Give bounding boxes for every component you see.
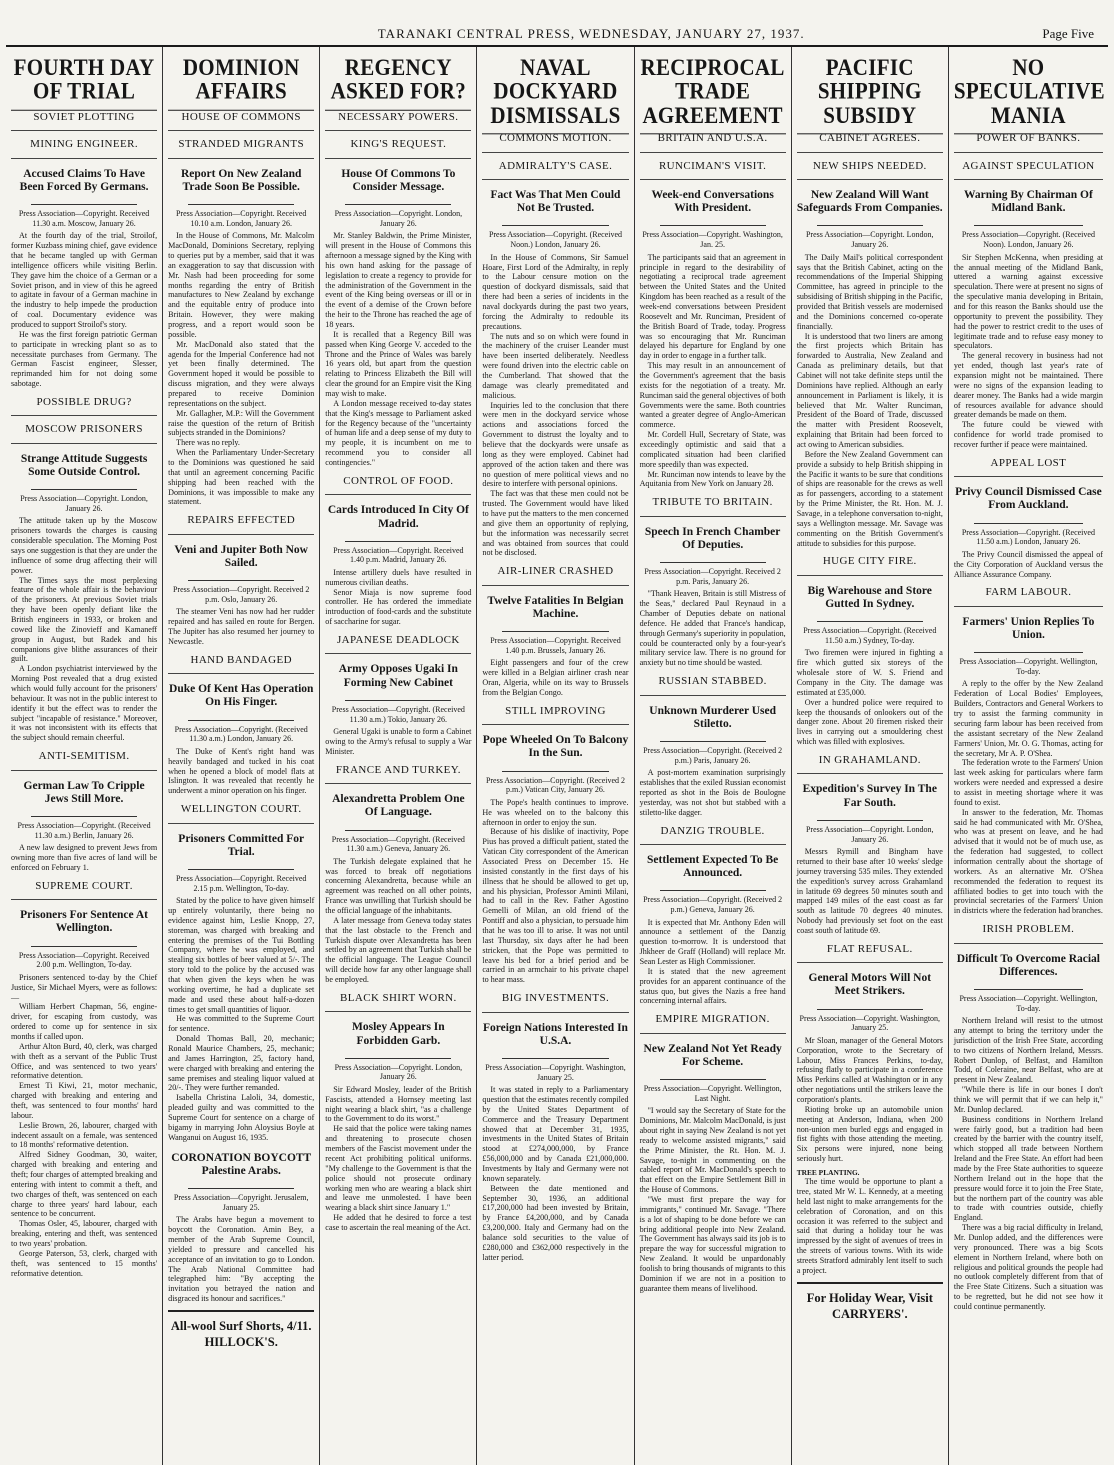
story-deck: STILL IMPROVING xyxy=(482,698,628,725)
story-paragraph: Senor Miaja is now supreme food controller. He has ordered the immediate introduction of food-cards and the substitute of saccharine for sugar. xyxy=(325,587,472,627)
story-body xyxy=(640,589,786,668)
story-subhead: Farmers' Union Replies To Union. xyxy=(962,615,1095,642)
story-subhead: General Motors Will Not Meet Strikers. xyxy=(808,972,932,998)
story-deck: CONTROL OF FOOD. xyxy=(325,468,471,495)
story-subhead: Foreign Nations Interested In U.S.A. xyxy=(483,1021,628,1047)
story-paragraph: Arthur Alton Burd, 40, clerk, was charged with theft as a servant of the Public Trust Office, and was sentenced to two years' reformative detention. xyxy=(11,1041,158,1081)
news-story xyxy=(482,698,628,985)
story-dateline: Press Association—Copyright. (Received 11.50 a.m.) London, January 26. xyxy=(961,527,1095,547)
story-paragraph: Mr Sloan, manager of the General Motors Corporation, wrote to the Secretary of Labour, Miss Frances Perkins, to-day, refusing flatly to participate in a conference Miss Perkins called at Washington or in any other negotiations until the strikers leave the corporation's plants. xyxy=(796,1035,943,1105)
story-subhead: Cards Introduced In City Of Madrid. xyxy=(327,504,469,530)
story-rule xyxy=(345,204,451,205)
story-deck: BRITAIN AND U.S.A. xyxy=(640,125,786,152)
story-deck: ADMIRALTY'S CASE. xyxy=(482,153,628,180)
page-number: Page Five xyxy=(1042,26,1094,41)
story-paragraph: Rioting broke up an automobile union meeting at Anderson, Indiana, when 200 non-union men burled eggs and engaged in fist fights with those attending the meeting. Six persons were injured, none being seriously hurt. xyxy=(796,1104,943,1164)
story-body xyxy=(325,231,471,468)
story-deck: RUSSIAN STABBED. xyxy=(640,668,786,695)
news-story xyxy=(482,985,628,1263)
story-subhead: Twelve Fatalities In Belgian Machine. xyxy=(487,594,624,620)
story-deck: STRANDED MIGRANTS xyxy=(168,131,314,158)
story-subhead: Warning By Chairman Of Midland Bank. xyxy=(964,189,1093,215)
news-story xyxy=(797,548,943,747)
story-paragraph: Intense artillery duels have resulted in numerous civilian deaths. xyxy=(325,567,472,587)
story-subhead: New Zealand Will Want Safeguards From Companies. xyxy=(796,189,943,215)
story-rule xyxy=(502,225,608,226)
story-subhead: Accused Claims To Have Been Forced By Germans. xyxy=(19,167,149,193)
story-rule xyxy=(817,820,923,821)
story-deck: AIR-LINER CRASHED xyxy=(482,558,628,585)
news-story xyxy=(325,468,471,627)
story-subhead: CORONATION BOYCOTT Palestine Arabs. xyxy=(171,1151,312,1177)
story-deck: MINING ENGINEER. xyxy=(11,131,157,158)
story-subhead: Veni and Jupiter Both Now Sailed. xyxy=(174,543,308,569)
story-paragraph: Sir Edward Mosley, leader of the British Fascists, attended a Hornsey meeting last night wearing a black shirt, "as a challenge to the Government to do its worst." xyxy=(325,1084,472,1124)
story-paragraph: The general recovery in business had not yet ended, though last year's rate of expansion might not be maintained. There were no signs of the expansion leading to dearer money. The Banks had a wide margin of resources available for advance should greater demands be made on them. xyxy=(953,351,1103,420)
story-paragraph: The Arabs have begun a movement to boycott the Coronation. Amin Bey, a member of the Arab Supreme Council, yielded to pressure and cancelled his acceptance of an invitation to go to London. The Arab National Committee had telegraphed him: "By accepting the invitation you betrayed the nation and disgraced its honour and sacrifices." xyxy=(168,1215,315,1304)
story-body xyxy=(954,1016,1103,1312)
story-rule xyxy=(345,700,451,701)
story-tail-label: TREE PLANTING. xyxy=(796,1168,860,1178)
story-deck: IN GRAHAMLAND. xyxy=(797,747,943,774)
story-body xyxy=(797,253,943,549)
story-subhead: Mosley Appears In Forbidden Garb. xyxy=(352,1021,445,1047)
story-subhead: Fact Was That Men Could Not Be Trusted. xyxy=(490,189,621,215)
story-subhead: Privy Council Dismissed Case From Auckland. xyxy=(955,486,1102,512)
story-rule xyxy=(817,621,923,622)
column-container xyxy=(6,47,1108,1465)
news-story xyxy=(640,125,786,489)
story-paragraph: George Paterson, 53, clerk, charged with theft, was sentenced to 15 months' reformative detention. xyxy=(11,1248,158,1278)
story-dateline: Press Association—Copyright. Received 1.40 p.m. Brussels, January 26. xyxy=(490,636,621,655)
story-rule xyxy=(974,523,1083,524)
story-body xyxy=(640,918,786,1007)
story-paragraph: A new law designed to prevent Jews from owning more than five acres of land will be enforced on February 1. xyxy=(11,843,158,872)
story-subhead: New Zealand Not Yet Ready For Scheme. xyxy=(643,1042,782,1068)
news-story xyxy=(954,579,1103,916)
story-deck: FARM LABOUR. xyxy=(954,579,1103,606)
story-body xyxy=(640,1106,786,1293)
story-deck: SOVIET PLOTTING xyxy=(11,104,157,131)
story-dateline: Press Association—Copyright. Received 11.30 a.m. Moscow, January 26. xyxy=(18,209,150,228)
story-paragraph: Business conditions in Northern Ireland were fairly good, but a tradition had been created by the barrier with the country itself, which stopped all trade between Northern Ireland and the Free State. An effort had been made by the Free State authorities to squeeze Northern Ireland out in the hope that the pressure would force it to join the Free State, but the northern part of the country was able to trade with countries outside, chiefly England. xyxy=(953,1114,1103,1223)
story-paragraph: William Herbert Chapman, 56, engine-driver, for escaping from custody, was ordered to come up for sentence in six months if called upon. xyxy=(11,1002,158,1041)
story-subhead: Difficult To Overcome Racial Differences. xyxy=(956,952,1100,978)
story-subhead: Report On New Zealand Trade Soon Be Possible. xyxy=(180,167,302,193)
story-body xyxy=(797,847,943,936)
story-paragraph: Thomas Osler, 45, labourer, charged with breaking, entering and theft, was sentenced to two years' probation. xyxy=(11,1219,158,1249)
story-paragraph: It was stated in reply to a Parliamentary question that the estimates recently compiled by the United States Department of Commerce and the Treasury Department showed that at December 31, 1935, investments in the United States of Britain stood at £274,000,000, by France £56,000,000 and by Canada £21,000,000. Investments by Italy and Germany were not known separately. xyxy=(482,1085,629,1183)
news-story xyxy=(168,104,314,508)
story-paragraph: Messrs Rymill and Bingham have returned to their base after 10 weeks' sledge journey traversing 535 miles. They extended the expedition's survey across Grahamland in latitude 69 degrees 50 minutes south and mapped 149 miles of the east coast as far south as latitude 70 degrees 40 minutes. Nobody had previously set foot on the east coast south of latitude 69. xyxy=(796,847,943,935)
story-body xyxy=(797,1036,943,1276)
story-deck: NEW SHIPS NEEDED. xyxy=(797,153,943,180)
story-subhead: Alexandretta Problem One Of Language. xyxy=(332,793,465,819)
story-paragraph: Prisoners sentenced to-day by the Chief Justice, Sir Michael Myers, were as follows:— xyxy=(11,972,158,1002)
news-story xyxy=(640,668,786,817)
news-story xyxy=(797,747,943,936)
column-6 xyxy=(792,47,949,1465)
story-dateline: Press Association—Copyright. Washington, January 25. xyxy=(485,1062,626,1082)
story-paragraph: "While there is life in our bones I don't think we will permit that if we can help it," Mr. Dunlop declared. xyxy=(953,1085,1103,1114)
story-rule xyxy=(345,541,451,542)
story-body xyxy=(482,1085,628,1262)
story-dateline: Press Association—Copyright. Received 2 p.m. Paris, January 26. xyxy=(644,567,781,586)
story-rule xyxy=(345,1058,451,1059)
news-story xyxy=(482,558,628,697)
story-paragraph: The Pope's health continues to improve. He was wheeled on to the balcony this afternoon in order to enjoy the sun. xyxy=(482,797,629,827)
story-body xyxy=(168,607,314,646)
story-paragraph: Mr. Cordell Hull, Secretary of State, was exceedingly optimistic and said that a complicated situation had been clarified more speedily than was expected. xyxy=(639,430,786,469)
story-paragraph: Eight passengers and four of the crew were killed in a Belgian airliner crash near Oran, Algeria, while on its way to Brussels from the Belgian Congo. xyxy=(482,658,629,697)
story-paragraph: In the House of Commons, Sir Samuel Hoare, First Lord of the Admiralty, in reply to the Labour censure motion on the question of dockyard dismissals, said that there had been a series of incidents in the naval dockyards during the past two years, forcing the Admiralty to redouble its precautions. xyxy=(482,252,629,331)
story-dateline: Press Association—Copyright. (Received 11.30 a.m.) Geneva, January 26. xyxy=(331,834,465,854)
advertisement: For Holiday Wear, Visit CARRYERS'. xyxy=(797,1282,943,1323)
story-subhead: Unknown Murderer Used Stiletto. xyxy=(649,704,776,730)
story-paragraph: Isabella Christina Laloli, 34, domestic, pleaded guilty and was committed to the Supreme Court for sentence on a charge of bigamy in marrying John Aloysius Boyle at Wanganui on August 16, 1935. xyxy=(168,1093,315,1142)
story-deck: SUPREME COURT. xyxy=(11,873,157,900)
story-paragraph: The Turkish delegate explained that he was forced to break off negotiations concerning Alexandretta, because while an agreement was reached on all other points, France was unwilling that Turkish should be the official language of the inhabitants. xyxy=(325,856,472,915)
advertisement: All-wool Surf Shorts, 4/11. HILLOCK'S. xyxy=(168,1310,314,1351)
story-body xyxy=(797,648,943,747)
story-rule xyxy=(345,830,451,831)
story-paragraph: Two firemen were injured in fighting a fire which gutted six storeys of the wholesale store of W. S. Friend and Company in the City. The damage was estimated at £35,000. xyxy=(796,648,943,697)
story-deck: KING'S REQUEST. xyxy=(325,131,471,158)
story-dateline: Press Association—Copyright. London, January 26. xyxy=(20,494,148,513)
story-subhead: House Of Commons To Consider Message. xyxy=(341,167,456,193)
story-subhead: Speech In French Chamber Of Deputies. xyxy=(644,525,781,551)
story-dateline: Press Association—Copyright. London, January 26. xyxy=(805,824,934,844)
story-paragraph: A later message from Geneva today states that the last obstacle to the French and Turkish dispute over Alexandretta has been settled by an agreement that Turkish shall be the official language. The League Council will decide how far any other language shall be employed. xyxy=(325,915,472,985)
story-deck: REPAIRS EFFECTED xyxy=(168,507,314,534)
story-paragraph: The participants said that an agreement in principle in regard to the desirability of negotiating a reciprocal trade agreement between the United States and the United Kingdom has been reached as a result of the week-end conversations between President Roosevelt and Mr. Runciman, President of the British Board of Trade, today. Progress was so encouraging that Mr. Runciman delayed his departure for England by one day in order to engage in a further talk. xyxy=(639,252,786,361)
column-headline: NO SPECULATIVE MANIA xyxy=(954,47,1103,135)
story-dateline: Press Association—Copyright. (Received 2 p.m.) Paris, January 26. xyxy=(643,746,783,765)
news-story xyxy=(797,125,943,548)
story-dateline: Press Association—Copyright. London, January 26. xyxy=(334,1062,463,1082)
story-rule xyxy=(188,720,294,721)
story-paragraph: Ernest Ti Kiwi, 21, motor mechanic, charged with breaking and entering and theft, was sentenced to four months' hard labour. xyxy=(11,1081,158,1120)
story-subhead: Strange Attitude Suggests Some Outside Control. xyxy=(20,452,148,479)
column-headline: REGENCY ASKED FOR? xyxy=(325,47,471,111)
news-story xyxy=(325,757,471,985)
story-deck: EMPIRE MIGRATION. xyxy=(640,1006,786,1033)
story-deck: ANTI-SEMITISM. xyxy=(11,743,157,770)
story-dateline: Press Association—Copyright. London, January 26. xyxy=(805,230,934,250)
story-paragraph: The federation wrote to the Farmers' Union last week asking for particulars where farm workers were needed and expressed a desire to assist in meeting shortage where it was found to exist. xyxy=(953,758,1103,807)
story-paragraph: The fact was that these men could not be trusted. The Government would have liked to have put the matters to the men concerned and give them an opportunity of replying, but the information was necessarily secret and was obtained from sources that could not be disclosed. xyxy=(482,489,629,558)
column-headline: NAVAL DOCKYARD DISMISSALS xyxy=(482,47,628,135)
story-dateline: Press Association—Copyright. Wellington, To-day. xyxy=(959,657,1098,676)
story-paragraph: Inquiries led to the conclusion that there were men in the dockyard service whose actions and associations forced the Government to distrust the loyalty and to believe that the dockyards were unsafe as long as they were employed. Cabinet had approved of the action taken and there was no question of mere political views and no desire to interfere with personal opinions. xyxy=(482,400,629,489)
story-rule xyxy=(817,1009,923,1010)
story-paragraph: The Duke of Kent's right hand was heavily bandaged and tucked in his coat when he opened a block of model flats at Islington. It was revealed that recently he underwent a minor operation on his finger. xyxy=(168,746,315,796)
news-story xyxy=(11,104,157,389)
story-paragraph: He was committed to the Supreme Court for sentence. xyxy=(168,1014,315,1034)
story-deck: FRANCE AND TURKEY. xyxy=(325,757,471,784)
story-paragraph: The Daily Mail's political correspondent says that the British Cabinet, acting on the recommendations of the Imperial Shipping Committee, has agreed in principle to the subsidising of British shipping in the Pacific, provided that British vessels are modernised and the Dominions concerned co-operate financially. xyxy=(796,252,943,331)
story-body xyxy=(168,747,314,796)
news-story xyxy=(954,125,1103,450)
story-paragraph: In answer to the federation, Mr. Thomas said he had communicated with Mr. O'Shea, who was at present on leave, and he had advised that it would not be of much use, as the federation had suggested, to collect information centrally about the shortage of workers. As an alternative Mr. O'Shea recommended the federation to request its affiliated bodies to get into touch with the provincial secretaries of the Farmers' Union in districts where the federation had branches. xyxy=(953,807,1103,916)
news-story xyxy=(168,1143,314,1304)
news-story xyxy=(640,489,786,668)
story-subhead: Duke Of Kent Has Operation On His Finger. xyxy=(169,683,314,709)
story-paragraph: There was no reply. xyxy=(176,438,240,448)
column-5 xyxy=(635,47,792,1465)
story-body xyxy=(482,798,628,985)
story-rule xyxy=(502,771,608,772)
story-paragraph: Mr. MacDonald also stated that the agenda for the Imperial Conference had not yet been finally determined. The Government hoped it would be possible to discuss migration, and they were always prepared to receive Dominion representations on the subject. xyxy=(168,339,315,408)
story-body xyxy=(168,231,314,507)
story-paragraph: A reply to the offer by the New Zealand Federation of Local Bodies' Employees, Builders, Contractors and General Workers to try to assist the farming community in securing farm labour has been received from the assistant secretary of the New Zealand Farmers' Union, Mr. O. G. Thomas, acting for the secretary, Mr A. P. O'Shea. xyxy=(953,679,1103,758)
column-4 xyxy=(477,47,634,1465)
story-paragraph: Mr. Gallagher, M.P.: Will the Government raise the question of the return of British subjects stranded in the Dominions? xyxy=(168,408,315,438)
story-deck: MOSCOW PRISONERS xyxy=(11,416,157,443)
story-paragraph: A post-mortem examination surprisingly establishes that the exiled Russian economist reported as shot in the Bois de Boulogne yesterday, was not shot but stabbed with a stiletto-like dagger. xyxy=(639,768,786,817)
story-body xyxy=(168,1215,314,1304)
story-paragraph: There was a big racial difficulty in Ireland, Mr. Dunlop added, and the differences were very pronounced. There was a big Scots element in Northern Ireland, where both on religious and political grounds the people had no outlook completely different from that of the Free State Citizens. Such a situation was to be regretted, but he did not see how it could continue permanently. xyxy=(953,1223,1103,1312)
story-subhead: Week-end Conversations With President. xyxy=(651,189,774,215)
story-paragraph: Mr. Stanley Baldwin, the Prime Minister, will present in the House of Commons this afternoon a message signed by the King with his own hand asking for the passage of legislation to create a regency to provide for the administration of the Government in the event of the King being overseas or ill or in the event of a demise of the Crown before the heir to the Throne has reached the age of 18 years. xyxy=(325,231,472,329)
story-paragraph: The Times says the most perplexing feature of the whole affair is the behaviour of the prisoners. At previous Soviet trials they have been openly defiant like the British engineers in 1933, or broken and cowed like the Zinovieff and Kamaneff group in August, but Radek and his companions give blithe assurances of their guilt. xyxy=(11,575,158,664)
story-body xyxy=(640,768,786,817)
story-paragraph: The future could be viewed with confidence for world trade promised to recover further if peace were maintained. xyxy=(953,420,1103,449)
story-rule xyxy=(31,204,137,205)
column-headline: PACIFIC SHIPPING SUBSIDY xyxy=(797,47,943,135)
column-headline: FOURTH DAY OF TRIAL xyxy=(11,47,157,111)
story-body xyxy=(11,843,157,873)
story-body xyxy=(954,550,1103,580)
story-deck: TRIBUTE TO BRITAIN. xyxy=(640,489,786,516)
story-paragraph: The Privy Council dismissed the appeal of the City Corporation of Auckland versus the Alliance Assurance Company. xyxy=(953,549,1103,579)
story-subhead: Expedition's Survey In The Far South. xyxy=(802,783,937,809)
story-paragraph: Sir Stephen McKenna, when presiding at the annual meeting of the Midland Bank, uttered a warning against excessive speculation. There were at present no signs of the speculative mania developing in Britain, and for this reason the Banks should use the opportunity to prevent the possibility. They had the power to restrict credit to the uses of legitimate trade and to refuse easy money to speculators. xyxy=(953,252,1103,351)
story-rule xyxy=(660,562,766,563)
story-rule xyxy=(660,225,766,226)
story-paragraph: "We must first prepare the way for immigrants," continued Mr. Savage. "There is a lot of shaping to be done before we can bring additional people into New Zealand. The Government has always said its job is to prepare the way for successful migration to New Zealand. It would be unpardonably foolish to bring thousands of migrants to this Dominion if we are not in a position to guarantee them means of livelihood. xyxy=(639,1195,786,1293)
story-rule xyxy=(502,1058,608,1059)
story-deck: WELLINGTON COURT. xyxy=(168,796,314,823)
story-paragraph: Northern Ireland will resist to the utmost any attempt to bring the territory under the jurisdiction of the Irish Free State, according to two citizens of Northern Ireland, Messrs. Robert Dunlop, of Belfast, and Hamilton Todd, of Coleraine, near Belfast, who are at present in New Zealand. xyxy=(953,1016,1103,1085)
story-body xyxy=(954,679,1103,916)
story-rule xyxy=(188,1188,294,1189)
story-paragraph: In the House of Commons, Mr. Malcolm MacDonald, Dominions Secretary, replying to queries put by a member, said that it was an exaggeration to say that discussion with Mr. Nash had been proceeding for some months regarding the entry of British manufactures to New Zealand by exchange and the equitable entry of produce into Britain. However, they were making progress, and a report would soon be possible. xyxy=(168,231,315,339)
story-paragraph: A London message received to-day states that the King's message to Parliament asked for the Regency because of the "uncertainty of human life and a deep sense of my duty to my people, it is incumbent on me to recommend you to consider all contingencies." xyxy=(325,398,472,468)
story-subhead: Settlement Expected To Be Announced. xyxy=(646,853,779,880)
story-body xyxy=(11,231,157,389)
story-dateline: Press Association—Copyright. (Received 2 p.m.) Vatican City, January 26. xyxy=(485,775,626,795)
story-deck: JAPANESE DEADLOCK xyxy=(325,627,471,654)
story-dateline: Press Association—Copyright. (Received 2 p.m.) Geneva, January 26. xyxy=(643,895,783,914)
story-dateline: Press Association—Copyright. Received 2.00 p.m. Wellington, To-day. xyxy=(18,950,150,970)
story-paragraph: Donald Thomas Ball, 20, mechanic; Ronald Maurice Chambers, 25, mechanic; and James Harrington, 25, factory hand, were charged with breaking and entering the same premises and stealing liquor valued at 20/-. They were further remanded. xyxy=(168,1034,315,1093)
story-paragraph: At the fourth day of the trial, Stroilof, former Kuzbass mining chief, gave evidence that he became tangled up with German intelligence officers while visiting Berlin. They gave him the choice of a German or a Soviet prison, and in view of this he agreed to agitate in favour of a German machine in the industry to help impede the production of coal. Documentary evidence was produced to support Stroilof's story. xyxy=(11,231,158,329)
story-dateline: Press Association—Copyright. (Received 11.30 a.m.) Tokio, January 26. xyxy=(331,704,465,724)
story-deck: POWER OF BANKS. xyxy=(954,125,1103,152)
story-paragraph: Leslie Brown, 26, labourer, charged with indecent assault on a female, was sentenced to 18 months' reformative detention. xyxy=(11,1120,158,1150)
story-subhead: German Law To Cripple Jews Still More. xyxy=(23,779,145,805)
masthead xyxy=(6,0,1108,47)
story-paragraph: He said that the police were taking names and threatening to prosecute chosen members of the Fascist movement under the recent Act prohibiting political uniforms. "My challenge to the Government is that the police should not prosecute ordinary working men who are wearing a black shirt and leave me unmolested. I have been wearing a black shirt since January 1." xyxy=(325,1124,472,1213)
story-deck: NECESSARY POWERS. xyxy=(325,104,471,131)
story-rule xyxy=(817,225,923,226)
story-subhead: Big Warehouse and Store Gutted In Sydney. xyxy=(807,584,932,611)
story-rule xyxy=(660,890,766,891)
story-rule xyxy=(974,989,1083,990)
story-deck: BIG INVESTMENTS. xyxy=(482,985,628,1012)
story-deck: HAND BANDAGED xyxy=(168,647,314,674)
story-deck: CABINET AGREES. xyxy=(797,125,943,152)
story-paragraph: He added that he desired to force a test case to ascertain the real meaning of the Act. xyxy=(325,1213,472,1232)
story-subhead: Army Opposes Ugaki In Forming New Cabinet xyxy=(338,663,458,689)
story-subhead: Pope Wheeled On To Balcony In the Sun. xyxy=(482,734,629,760)
story-dateline: Press Association—Copyright. (Received 11.30 a.m.) Berlin, January 26. xyxy=(17,821,151,840)
story-paragraph: Before the New Zealand Government can provide a subsidy to help British shipping in the Pacific it wants to be sure that conditions of ships are reasonable for the crews as well as for passengers, according to a statement by the Prime Minister, the Rt. Hon. M. J. Savage, in a telephone conversation to-night, says a Wellington message. Mr. Savage was commenting on the British Government's attitude to subsidies for this purpose. xyxy=(796,449,943,548)
story-body xyxy=(325,857,471,985)
story-body xyxy=(325,568,471,627)
column-2 xyxy=(163,47,320,1465)
story-deck: RUNCIMAN'S VISIT. xyxy=(640,153,786,180)
news-story xyxy=(482,125,628,558)
story-body xyxy=(482,253,628,559)
news-story xyxy=(640,1006,786,1293)
story-dateline: Press Association—Copyright. (Received Noon). London, January 26. xyxy=(961,230,1095,250)
story-deck: POSSIBLE DRUG? xyxy=(11,389,157,416)
story-paragraph: "Thank Heaven, Britain is still Mistress of the Seas," declared Paul Reynaud in a Chamber of Deputies debate on national defence. He added that France's handicap, through Germany's superiority in population, could be counteracted only by a four-year's military service law. There is no ground for anxiety but no time should be wasted. xyxy=(639,589,786,668)
news-story xyxy=(954,450,1103,580)
story-paragraph: It is stated that the new agreement provides for an apparent continuance of the status quo, but gives the Nazis a free hand concerning internal affairs. xyxy=(639,966,786,1006)
story-deck: IRISH PROBLEM. xyxy=(954,916,1103,943)
story-paragraph: "I would say the Secretary of State for the Dominions, Mr. Malcolm MacDonald, is just about right in saying New Zealand is not yet ready to welcome assisted migrants," said the Prime Minister, the Rt. Hon. M. J. Savage, to-night in commenting on the cabled report of Mr. MacDonald's speech to that effect on the Empire Settlement Bill in the House of Commons. xyxy=(639,1106,786,1195)
story-body xyxy=(325,1085,471,1233)
story-rule xyxy=(31,489,137,490)
news-story xyxy=(168,796,314,1143)
masthead-title: TARANAKI CENTRAL PRESS, WEDNESDAY, JANUARY 27, 1937. xyxy=(377,26,805,41)
column-3 xyxy=(320,47,477,1465)
story-paragraph: Alfred Sidney Goodman, 30, waiter, charged with breaking and entering and theft; four charges of attempted breaking and entering with intent to commit a theft, and two charges of theft, was sentenced on each charge to three years' hard labour, each sentence to be concurrent. xyxy=(11,1150,158,1219)
story-paragraph: This may result in an announcement of the Government's agreement that the basis exists for the negotiation of a treaty. Mr. Runciman said the general objectives of both Governments were the same. Both countries wanted a greater degree of Anglo-American commerce. xyxy=(639,361,786,430)
news-story xyxy=(640,818,786,1007)
story-deck: DANZIG TROUBLE. xyxy=(640,818,786,845)
story-paragraph: It is expected that Mr. Anthony Eden will announce a settlement of the Danzig question to-morrow. It is understood that Jhkheer de Graff (Holland) will replace Mr. Sean Lester as High Commissioner. xyxy=(639,917,786,966)
news-story xyxy=(11,389,157,743)
column-1 xyxy=(6,47,163,1465)
story-deck: APPEAL LOST xyxy=(954,450,1103,477)
story-body xyxy=(640,253,786,490)
story-dateline: Press Association—Copyright. Jerusalem, January 25. xyxy=(173,1193,309,1212)
story-body xyxy=(11,973,157,1279)
story-rule xyxy=(974,652,1083,653)
story-paragraph: Because of his dislike of inactivity, Pope Pius has proved a difficult patient, stated the Vatican City correspondent of the American Associated Press on December 15. He insisted constantly in the first days of his illness that he should be allowed to get up, and his physician, Professor Aminti Milani, had to call in the Rev. Father Agostino Gemelli of Milan, an old friend of the Pontiff and also a physician, to persuade him that he was too ill to arise. It was not until last Thursday, six days after he had been stricken, that the Pope was permitted to leave his bed for a brief period and be carried in an armchair to his private chapel to hear mass. xyxy=(482,827,629,985)
story-dateline: Press Association—Copyright. Received 10.10 a.m. London, January 26. xyxy=(175,209,307,228)
story-dateline: Press Association—Copyright. Wellington, Last Night. xyxy=(643,1084,782,1103)
story-dateline: Press Association—Copyright. Received 2 p.m. Oslo, January 26. xyxy=(172,585,310,604)
story-paragraph: A London psychiatrist interviewed by the Morning Post revealed that a drug existed which would fully account for the prisoners' behaviour. It was not in the public interest to identify it but the effect was to render the subject "incapable of resistance." Moreover, it was not inconsistent with its effects that the subject should remain cheerful. xyxy=(11,664,158,743)
story-paragraph: Stated by the police to have given himself up entirely voluntarily, there being no evidence against him, Leslie Knopp, 27, storeman, was charged with breaking and entering the premises of the Tui Bottling Company, where he was employed, and stealing six bottles of beer valued at 5/-. The story told to the police by the accused was that when given the keys when he was working overtime, he had a duplicate set made and used these about half-a-dozen times to get small quantities of liquor. xyxy=(168,896,315,1014)
story-dateline: Press Association—Copyright. Received 2.15 p.m. Wellington, To-day. xyxy=(175,873,307,893)
story-rule xyxy=(188,869,294,870)
story-subhead: Prisoners For Sentence At Wellington. xyxy=(20,909,148,935)
news-story xyxy=(797,936,943,1276)
story-paragraph: The nuts and so on which were found in the machinery of the cruiser Leander must have been inserted deliberately. Needless were found driven into the electric cable on the Cumberland. That showed that the damage was clearly premeditated and malicious. xyxy=(482,331,629,400)
story-rule xyxy=(188,580,294,581)
story-deck: HOUSE OF COMMONS xyxy=(168,104,314,131)
story-rule xyxy=(31,946,137,947)
story-body xyxy=(954,253,1103,450)
story-dateline: Press Association—Copyright. Washington, Jan. 25. xyxy=(642,230,783,250)
story-paragraph: Between the date mentioned and September 30, 1936, an additional £17,200,000 had been invested by Britain, by France £4,200,000, and by Canada £3,200,000. Italy and Germany had on the balance sold securities to the value of £280,000 and £362,000 respectively in the latter period. xyxy=(482,1183,629,1262)
story-paragraph: The steamer Veni has now had her rudder repaired and has sailed en route for Bergen. The Jupiter has also resumed her journey to Newcastle. xyxy=(168,607,315,646)
news-story xyxy=(11,743,157,873)
story-paragraph: When the Parliamentary Under-Secretary to the Dominions was questioned he said that until an agreement concerning Pacific shipping had been reached with the Dominions, it was impossible to make any statement. xyxy=(168,448,315,507)
story-deck: BLACK SHIRT WORN. xyxy=(325,985,471,1012)
story-paragraph: He was the first foreign patriotic German to participate in wrecking plant so as to necessitate purchases from Germany. The German Fascist engineer, Slesser, reprimanded him for not doing some sabotage. xyxy=(11,329,158,389)
story-rule xyxy=(502,631,608,632)
story-dateline: Press Association—Copyright. London, January 26. xyxy=(334,209,463,228)
story-dateline: Press Association—Copyright. (Received 11.30 a.m.) London, January 26. xyxy=(174,724,308,744)
news-story xyxy=(168,647,314,796)
story-deck: COMMONS MOTION. xyxy=(482,125,628,152)
news-story xyxy=(954,916,1103,1312)
news-story xyxy=(325,985,471,1233)
story-dateline: Press Association—Copyright. (Received Noon.) London, January 26. xyxy=(488,230,623,250)
column-headline: DOMINION AFFAIRS xyxy=(168,47,314,111)
news-story xyxy=(325,627,471,757)
story-deck: AGAINST SPECULATION xyxy=(954,153,1103,180)
column-7 xyxy=(949,47,1108,1465)
story-dateline: Press Association—Copyright. Received 1.40 p.m. Madrid, January 26. xyxy=(333,545,464,565)
story-rule xyxy=(660,741,766,742)
story-body xyxy=(482,658,628,697)
story-deck: FLAT REFUSAL. xyxy=(797,936,943,963)
story-dateline: Press Association—Copyright. Washington, January 25. xyxy=(799,1013,941,1033)
story-subhead: Prisoners Committed For Trial. xyxy=(178,832,305,858)
story-dateline: Press Association—Copyright. (Received 11.50 a.m.) Sydney, To-day. xyxy=(803,626,937,645)
story-paragraph: It is understood that two liners are among the first projects which Britain has forwarded to Australia, New Zealand and Canada as preliminary details, but that Cabinet will not take definite steps until the Dominions have replied. Although an early announcement in Parliament is likely, it is believed that Mr. Walter Runciman, President of the Board of Trade, discussed the matter with President Roosevelt, explaining that Britain had been forced to act owing to American subsidies. xyxy=(796,331,943,449)
story-paragraph: General Ugaki is unable to form a Cabinet owing to the Army's refusal to supply a War Minister. xyxy=(325,727,472,756)
story-dateline: Press Association—Copyright. Wellington, To-day. xyxy=(959,993,1098,1013)
story-rule xyxy=(660,1079,766,1080)
story-rule xyxy=(974,225,1083,226)
story-paragraph: The attitude taken up by the Moscow prisoners towards the charges is causing considerable speculation. The Morning Post says one suggestion is that they are under the influence of some drug affecting their will power. xyxy=(11,516,158,575)
story-rule xyxy=(188,204,294,205)
news-story xyxy=(325,104,471,468)
column-headline: RECIPROCAL TRADE AGREEMENT xyxy=(640,47,786,135)
news-story xyxy=(168,507,314,646)
story-paragraph: Mr. Runciman now intends to leave by the Aquitania from New York on January 28. xyxy=(639,469,786,489)
story-rule xyxy=(31,816,137,817)
story-paragraph: It is recalled that a Regency Bill was passed when King George V. acceded to the Throne and the Prince of Wales was barely 16 years old, but apart from the question relating to Princess Elizabeth the Bill will clear the ground for an Empire visit the King may wish to make. xyxy=(325,329,472,398)
story-body xyxy=(325,727,471,757)
news-story xyxy=(11,873,157,1279)
story-paragraph: The time would be opportune to plant a tree, stated Mr W. L. Kennedy, at a meeting held last night to make arrangements for the celebration of Coronation, and on this occasion it was referred to the subject and said that during a holiday tour he was impressed by the sight of avenues of trees in the streets of various towns. With its wide streets Stratford admirably lent itself to such a project. xyxy=(796,1177,943,1275)
story-body xyxy=(11,516,157,743)
story-deck: HUGE CITY FIRE. xyxy=(797,548,943,575)
story-paragraph: Over a hundred police were required to keep the thousands of onlookers out of the danger zone. About 20 firemen risked their lives in carrying out a smouldering chest which was filled with explosives. xyxy=(796,697,943,747)
story-body xyxy=(168,896,314,1142)
